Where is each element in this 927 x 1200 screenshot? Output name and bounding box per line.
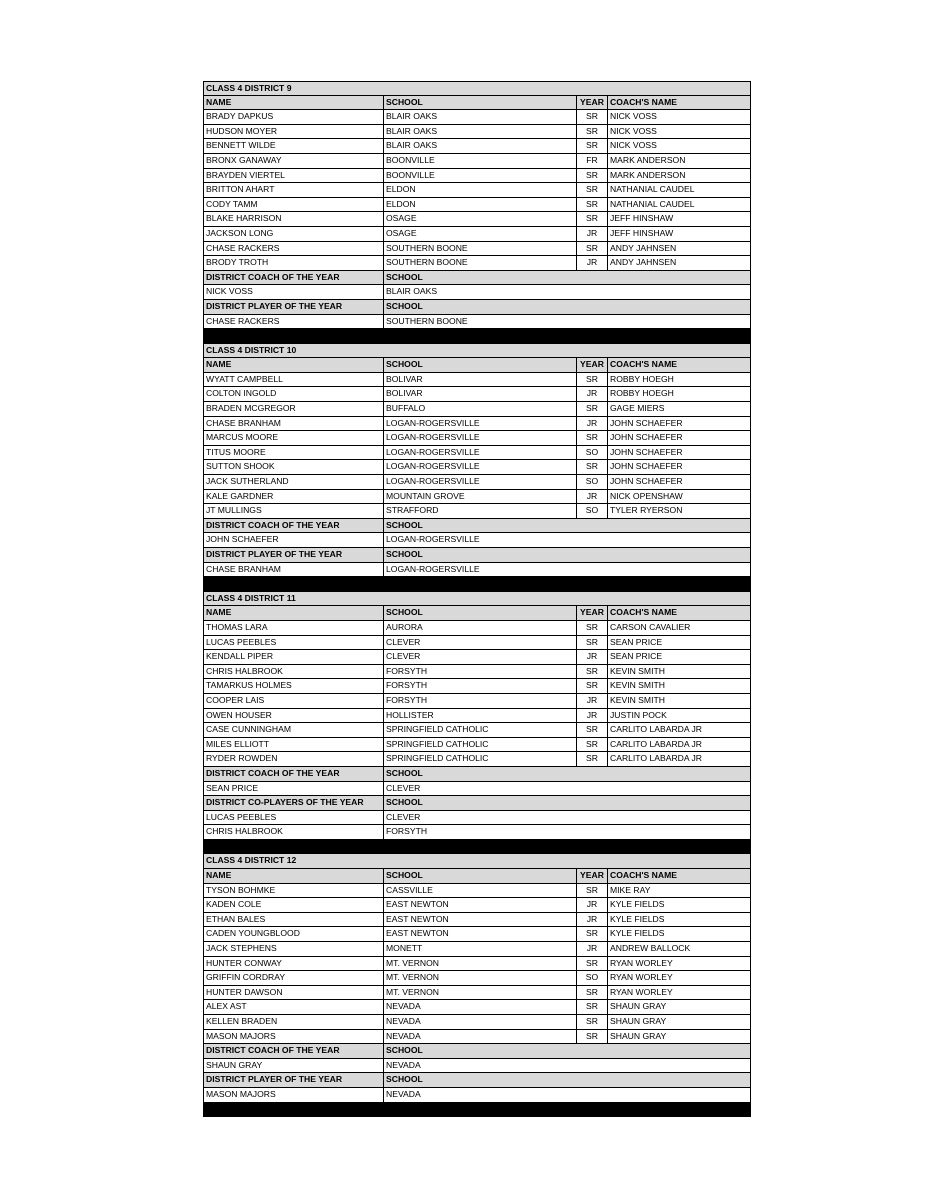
- player-of-year-label: DISTRICT CO-PLAYERS OF THE YEAR: [206, 797, 364, 808]
- player-year: SR: [576, 373, 607, 387]
- player-of-year-name: LUCAS PEEBLES: [206, 811, 277, 822]
- coach-of-year-name: NICK VOSS: [206, 286, 253, 297]
- coach-of-year-row: [203, 1059, 751, 1074]
- player-coach: MARK ANDERSON: [607, 169, 750, 183]
- player-name: KALE GARDNER: [206, 490, 274, 501]
- player-row: [203, 417, 751, 432]
- header-name: NAME: [206, 96, 232, 107]
- player-row: [203, 738, 751, 753]
- coach-of-year-school-label: SCHOOL: [383, 1044, 750, 1058]
- player-name: TAMARKUS HOLMES: [206, 680, 292, 691]
- player-year: SR: [576, 242, 607, 256]
- player-row: [203, 110, 751, 125]
- player-coach: RYAN WORLEY: [607, 986, 750, 1000]
- player-of-year-school: FORSYTH: [383, 825, 750, 839]
- player-name: CADEN YOUNGBLOOD: [206, 928, 300, 939]
- player-row: [203, 183, 751, 198]
- player-year: SR: [576, 679, 607, 693]
- player-row: [203, 971, 751, 986]
- player-coach: KEVIN SMITH: [607, 679, 750, 693]
- district-title: CLASS 4 DISTRICT 10: [206, 344, 297, 355]
- all-district-document: [203, 81, 751, 1117]
- player-year: JR: [576, 650, 607, 664]
- player-row: [203, 139, 751, 154]
- player-name: JT MULLINGS: [206, 505, 262, 516]
- player-of-year-header-row: [203, 300, 751, 315]
- player-coach: SHAUN GRAY: [607, 1015, 750, 1029]
- player-row: [203, 373, 751, 388]
- player-row: [203, 227, 751, 242]
- player-name: GRIFFIN CORDRAY: [206, 972, 286, 983]
- player-of-year-school-label: SCHOOL: [383, 1073, 750, 1087]
- player-year: SR: [576, 1000, 607, 1014]
- player-year: SR: [576, 738, 607, 752]
- coach-of-year-header-row: [203, 1044, 751, 1059]
- player-name: KENDALL PIPER: [206, 651, 274, 662]
- player-row: [203, 942, 751, 957]
- player-school: HOLLISTER: [383, 709, 576, 723]
- player-row: [203, 665, 751, 680]
- player-of-year-school: SOUTHERN BOONE: [383, 315, 750, 329]
- player-of-year-name: CHASE RACKERS: [206, 315, 280, 326]
- player-row: [203, 446, 751, 461]
- header-coach: COACH'S NAME: [607, 358, 750, 372]
- player-school: BOLIVAR: [383, 387, 576, 401]
- player-school: MT. VERNON: [383, 957, 576, 971]
- player-school: CLEVER: [383, 636, 576, 650]
- player-row: [203, 636, 751, 651]
- player-year: JR: [576, 942, 607, 956]
- player-school: SOUTHERN BOONE: [383, 242, 576, 256]
- player-school: ELDON: [383, 183, 576, 197]
- player-name: BLAKE HARRISON: [206, 213, 282, 224]
- player-coach: JEFF HINSHAW: [607, 227, 750, 241]
- coach-of-year-header-row: [203, 519, 751, 534]
- player-school: BOONVILLE: [383, 154, 576, 168]
- player-coach: JUSTIN POCK: [607, 709, 750, 723]
- header-year: YEAR: [576, 358, 607, 372]
- player-year: SO: [576, 504, 607, 518]
- player-of-year-header-row: [203, 796, 751, 811]
- coach-of-year-name: SEAN PRICE: [206, 782, 259, 793]
- player-of-year-name: CHASE BRANHAM: [206, 563, 281, 574]
- header-coach: COACH'S NAME: [607, 606, 750, 620]
- section-divider: [203, 1103, 751, 1118]
- player-school: BOONVILLE: [383, 169, 576, 183]
- player-of-year-label: DISTRICT PLAYER OF THE YEAR: [206, 300, 343, 311]
- player-of-year-name: CHRIS HALBROOK: [206, 826, 283, 837]
- player-year: SR: [576, 957, 607, 971]
- player-year: FR: [576, 154, 607, 168]
- player-school: AURORA: [383, 621, 576, 635]
- player-school: CLEVER: [383, 650, 576, 664]
- player-name: BRONX GANAWAY: [206, 154, 282, 165]
- player-year: SR: [576, 636, 607, 650]
- player-name: RYDER ROWDEN: [206, 753, 278, 764]
- player-name: BRAYDEN VIERTEL: [206, 169, 285, 180]
- player-coach: SEAN PRICE: [607, 636, 750, 650]
- player-school: MT. VERNON: [383, 971, 576, 985]
- player-coach: MIKE RAY: [607, 884, 750, 898]
- player-of-year-school: LOGAN-ROGERSVILLE: [383, 563, 750, 577]
- player-row: [203, 198, 751, 213]
- header-name: NAME: [206, 607, 232, 618]
- player-row: [203, 242, 751, 257]
- coach-of-year-row: [203, 533, 751, 548]
- player-coach: CARLITO LABARDA JR: [607, 723, 750, 737]
- player-row: [203, 431, 751, 446]
- player-of-year-school-label: SCHOOL: [383, 548, 750, 562]
- player-of-year-label: DISTRICT PLAYER OF THE YEAR: [206, 549, 343, 559]
- player-name: COLTON INGOLD: [206, 388, 277, 399]
- player-school: MONETT: [383, 942, 576, 956]
- player-coach: KYLE FIELDS: [607, 913, 750, 927]
- player-row: [203, 1015, 751, 1030]
- player-row: [203, 1030, 751, 1045]
- player-row: [203, 154, 751, 169]
- header-school: SCHOOL: [383, 869, 576, 883]
- player-row: [203, 212, 751, 227]
- player-school: BOLIVAR: [383, 373, 576, 387]
- district-title: CLASS 4 DISTRICT 11: [206, 592, 296, 603]
- player-year: SR: [576, 431, 607, 445]
- player-name: SUTTON SHOOK: [206, 461, 275, 472]
- player-coach: ROBBY HOEGH: [607, 373, 750, 387]
- column-header-row: [203, 96, 751, 111]
- player-of-year-row: [203, 811, 751, 826]
- player-row: [203, 913, 751, 928]
- district-title: CLASS 4 DISTRICT 12: [206, 855, 297, 866]
- player-coach: JOHN SCHAEFER: [607, 417, 750, 431]
- coach-of-year-school-label: SCHOOL: [383, 767, 750, 781]
- player-name: MILES ELLIOTT: [206, 738, 270, 749]
- player-of-year-row: [203, 563, 751, 578]
- player-school: LOGAN-ROGERSVILLE: [383, 431, 576, 445]
- player-name: TITUS MOORE: [206, 446, 266, 457]
- player-of-year-school-label: SCHOOL: [383, 300, 750, 314]
- player-coach: JOHN SCHAEFER: [607, 446, 750, 460]
- player-coach: KYLE FIELDS: [607, 898, 750, 912]
- header-school: SCHOOL: [383, 358, 576, 372]
- player-name: ETHAN BALES: [206, 913, 266, 924]
- player-year: SR: [576, 183, 607, 197]
- district-title: CLASS 4 DISTRICT 9: [206, 83, 292, 93]
- player-coach: TYLER RYERSON: [607, 504, 750, 518]
- player-row: [203, 709, 751, 724]
- district-title-row: [203, 592, 751, 607]
- player-school: ELDON: [383, 198, 576, 212]
- header-school: SCHOOL: [383, 606, 576, 620]
- header-year: YEAR: [576, 96, 607, 110]
- player-row: [203, 679, 751, 694]
- player-row: [203, 927, 751, 942]
- player-school: EAST NEWTON: [383, 927, 576, 941]
- player-row: [203, 125, 751, 140]
- player-name: CHRIS HALBROOK: [206, 665, 283, 676]
- player-year: SR: [576, 139, 607, 153]
- player-row: [203, 621, 751, 636]
- section-divider: [203, 329, 751, 344]
- player-school: LOGAN-ROGERSVILLE: [383, 446, 576, 460]
- player-row: [203, 169, 751, 184]
- player-coach: ROBBY HOEGH: [607, 387, 750, 401]
- player-name: OWEN HOUSER: [206, 709, 272, 720]
- player-school: NEVADA: [383, 1000, 576, 1014]
- player-school: MT. VERNON: [383, 986, 576, 1000]
- player-name: BRADEN MCGREGOR: [206, 403, 296, 414]
- coach-of-year-name: SHAUN GRAY: [206, 1059, 263, 1070]
- player-year: SR: [576, 212, 607, 226]
- player-year: SR: [576, 198, 607, 212]
- player-year: JR: [576, 417, 607, 431]
- player-name: HUDSON MOYER: [206, 125, 278, 136]
- player-school: LOGAN-ROGERSVILLE: [383, 475, 576, 489]
- player-coach: JOHN SCHAEFER: [607, 431, 750, 445]
- player-year: JR: [576, 694, 607, 708]
- player-year: JR: [576, 898, 607, 912]
- player-school: FORSYTH: [383, 679, 576, 693]
- player-name: BENNETT WILDE: [206, 140, 276, 151]
- player-school: LOGAN-ROGERSVILLE: [383, 460, 576, 474]
- player-row: [203, 256, 751, 271]
- player-school: FORSYTH: [383, 665, 576, 679]
- player-year: SR: [576, 1030, 607, 1044]
- player-year: SO: [576, 475, 607, 489]
- player-name: KELLEN BRADEN: [206, 1016, 278, 1026]
- header-name: NAME: [206, 359, 232, 370]
- player-year: SR: [576, 723, 607, 737]
- player-name: CHASE BRANHAM: [206, 417, 281, 428]
- player-name: JACK STEPHENS: [206, 943, 277, 954]
- header-year: YEAR: [576, 869, 607, 883]
- coach-of-year-school: LOGAN-ROGERSVILLE: [383, 533, 750, 547]
- player-name: JACKSON LONG: [206, 227, 274, 238]
- player-school: SPRINGFIELD CATHOLIC: [383, 723, 576, 737]
- player-row: [203, 490, 751, 505]
- player-coach: NATHANIAL CAUDEL: [607, 183, 750, 197]
- player-school: SOUTHERN BOONE: [383, 256, 576, 270]
- player-coach: JOHN SCHAEFER: [607, 475, 750, 489]
- player-coach: SHAUN GRAY: [607, 1030, 750, 1044]
- player-year: SR: [576, 884, 607, 898]
- player-coach: MARK ANDERSON: [607, 154, 750, 168]
- player-year: JR: [576, 387, 607, 401]
- player-name: KADEN COLE: [206, 899, 262, 910]
- header-school: SCHOOL: [383, 96, 576, 110]
- player-of-year-school: NEVADA: [383, 1088, 750, 1102]
- player-year: JR: [576, 709, 607, 723]
- coach-of-year-header-row: [203, 767, 751, 782]
- player-coach: KYLE FIELDS: [607, 927, 750, 941]
- coach-of-year-school-label: SCHOOL: [383, 519, 750, 533]
- player-name: CODY TAMM: [206, 198, 258, 209]
- player-year: SR: [576, 110, 607, 124]
- header-year: YEAR: [576, 606, 607, 620]
- player-coach: SEAN PRICE: [607, 650, 750, 664]
- player-name: MARCUS MOORE: [206, 432, 279, 443]
- header-coach: COACH'S NAME: [607, 869, 750, 883]
- player-name: BRADY DAPKUS: [206, 111, 274, 122]
- coach-of-year-school: NEVADA: [383, 1059, 750, 1073]
- player-school: CASSVILLE: [383, 884, 576, 898]
- player-coach: RYAN WORLEY: [607, 971, 750, 985]
- coach-of-year-school-label: SCHOOL: [383, 271, 750, 285]
- player-row: [203, 460, 751, 475]
- player-of-year-header-row: [203, 1073, 751, 1088]
- player-coach: NICK VOSS: [607, 125, 750, 139]
- player-of-year-name: MASON MAJORS: [206, 1088, 276, 1099]
- player-of-year-row: [203, 825, 751, 840]
- player-year: JR: [576, 490, 607, 504]
- player-year: SR: [576, 986, 607, 1000]
- column-header-row: [203, 606, 751, 621]
- player-school: BUFFALO: [383, 402, 576, 416]
- player-school: NEVADA: [383, 1015, 576, 1029]
- player-name: THOMAS LARA: [206, 621, 268, 632]
- player-row: [203, 387, 751, 402]
- player-row: [203, 898, 751, 913]
- player-name: HUNTER DAWSON: [206, 986, 283, 997]
- player-name: MASON MAJORS: [206, 1030, 276, 1041]
- district-title-row: [203, 81, 751, 96]
- player-name: HUNTER CONWAY: [206, 957, 282, 968]
- player-school: SPRINGFIELD CATHOLIC: [383, 738, 576, 752]
- player-school: SPRINGFIELD CATHOLIC: [383, 752, 576, 766]
- coach-of-year-header-row: [203, 271, 751, 286]
- player-name: ALEX AST: [206, 1001, 247, 1012]
- player-coach: GAGE MIERS: [607, 402, 750, 416]
- player-name: WYATT CAMPBELL: [206, 373, 283, 384]
- player-row: [203, 504, 751, 519]
- player-of-year-school-label: SCHOOL: [383, 796, 750, 810]
- player-year: SR: [576, 752, 607, 766]
- player-name: BRODY TROTH: [206, 257, 269, 268]
- player-name: COOPER LAIS: [206, 694, 265, 705]
- player-year: SO: [576, 971, 607, 985]
- player-year: SR: [576, 460, 607, 474]
- player-coach: ANDY JAHNSEN: [607, 256, 750, 270]
- player-year: JR: [576, 256, 607, 270]
- player-coach: CARLITO LABARDA JR: [607, 738, 750, 752]
- player-year: JR: [576, 227, 607, 241]
- player-name: CASE CUNNINGHAM: [206, 724, 291, 735]
- coach-of-year-row: [203, 285, 751, 300]
- coach-of-year-label: DISTRICT COACH OF THE YEAR: [206, 519, 340, 530]
- player-school: EAST NEWTON: [383, 913, 576, 927]
- player-row: [203, 402, 751, 417]
- player-year: SR: [576, 1015, 607, 1029]
- player-row: [203, 1000, 751, 1015]
- player-coach: NICK VOSS: [607, 139, 750, 153]
- player-coach: JEFF HINSHAW: [607, 212, 750, 226]
- player-name: CHASE RACKERS: [206, 242, 280, 253]
- player-row: [203, 752, 751, 767]
- district-title-row: [203, 854, 751, 869]
- coach-of-year-label: DISTRICT COACH OF THE YEAR: [206, 1045, 340, 1056]
- player-row: [203, 723, 751, 738]
- column-header-row: [203, 869, 751, 884]
- player-row: [203, 986, 751, 1001]
- player-school: BLAIR OAKS: [383, 125, 576, 139]
- player-of-year-row: [203, 315, 751, 330]
- section-divider: [203, 577, 751, 592]
- player-coach: NICK VOSS: [607, 110, 750, 124]
- player-year: SR: [576, 169, 607, 183]
- player-name: TYSON BOHMKE: [206, 884, 276, 895]
- player-name: BRITTON AHART: [206, 184, 275, 195]
- player-of-year-school: CLEVER: [383, 811, 750, 825]
- player-coach: JOHN SCHAEFER: [607, 460, 750, 474]
- coach-of-year-name: JOHN SCHAEFER: [206, 534, 279, 545]
- header-name: NAME: [206, 870, 232, 881]
- column-header-row: [203, 358, 751, 373]
- player-year: SO: [576, 446, 607, 460]
- player-school: OSAGE: [383, 227, 576, 241]
- player-coach: KEVIN SMITH: [607, 665, 750, 679]
- player-year: SR: [576, 927, 607, 941]
- player-coach: KEVIN SMITH: [607, 694, 750, 708]
- coach-of-year-school: CLEVER: [383, 782, 750, 796]
- player-row: [203, 694, 751, 709]
- player-row: [203, 475, 751, 490]
- player-year: JR: [576, 913, 607, 927]
- player-coach: CARSON CAVALIER: [607, 621, 750, 635]
- player-coach: NICK OPENSHAW: [607, 490, 750, 504]
- player-coach: CARLITO LABARDA JR: [607, 752, 750, 766]
- player-name: LUCAS PEEBLES: [206, 636, 277, 647]
- player-school: BLAIR OAKS: [383, 110, 576, 124]
- player-coach: RYAN WORLEY: [607, 957, 750, 971]
- player-coach: SHAUN GRAY: [607, 1000, 750, 1014]
- player-of-year-header-row: [203, 548, 751, 563]
- player-year: SR: [576, 125, 607, 139]
- player-name: JACK SUTHERLAND: [206, 476, 289, 487]
- player-coach: ANDREW BALLOCK: [607, 942, 750, 956]
- player-school: FORSYTH: [383, 694, 576, 708]
- header-coach: COACH'S NAME: [607, 96, 750, 110]
- player-school: STRAFFORD: [383, 504, 576, 518]
- player-year: SR: [576, 665, 607, 679]
- coach-of-year-school: BLAIR OAKS: [383, 285, 750, 299]
- coach-of-year-label: DISTRICT COACH OF THE YEAR: [206, 271, 340, 282]
- section-divider: [203, 840, 751, 855]
- coach-of-year-row: [203, 782, 751, 797]
- player-coach: ANDY JAHNSEN: [607, 242, 750, 256]
- coach-of-year-label: DISTRICT COACH OF THE YEAR: [206, 767, 340, 778]
- player-school: LOGAN-ROGERSVILLE: [383, 417, 576, 431]
- player-row: [203, 957, 751, 972]
- player-school: OSAGE: [383, 212, 576, 226]
- district-title-row: [203, 344, 751, 359]
- player-of-year-row: [203, 1088, 751, 1103]
- player-school: EAST NEWTON: [383, 898, 576, 912]
- player-row: [203, 884, 751, 899]
- player-of-year-label: DISTRICT PLAYER OF THE YEAR: [206, 1074, 343, 1085]
- player-school: MOUNTAIN GROVE: [383, 490, 576, 504]
- player-year: SR: [576, 402, 607, 416]
- player-school: BLAIR OAKS: [383, 139, 576, 153]
- player-row: [203, 650, 751, 665]
- player-coach: NATHANIAL CAUDEL: [607, 198, 750, 212]
- player-school: NEVADA: [383, 1030, 576, 1044]
- player-year: SR: [576, 621, 607, 635]
